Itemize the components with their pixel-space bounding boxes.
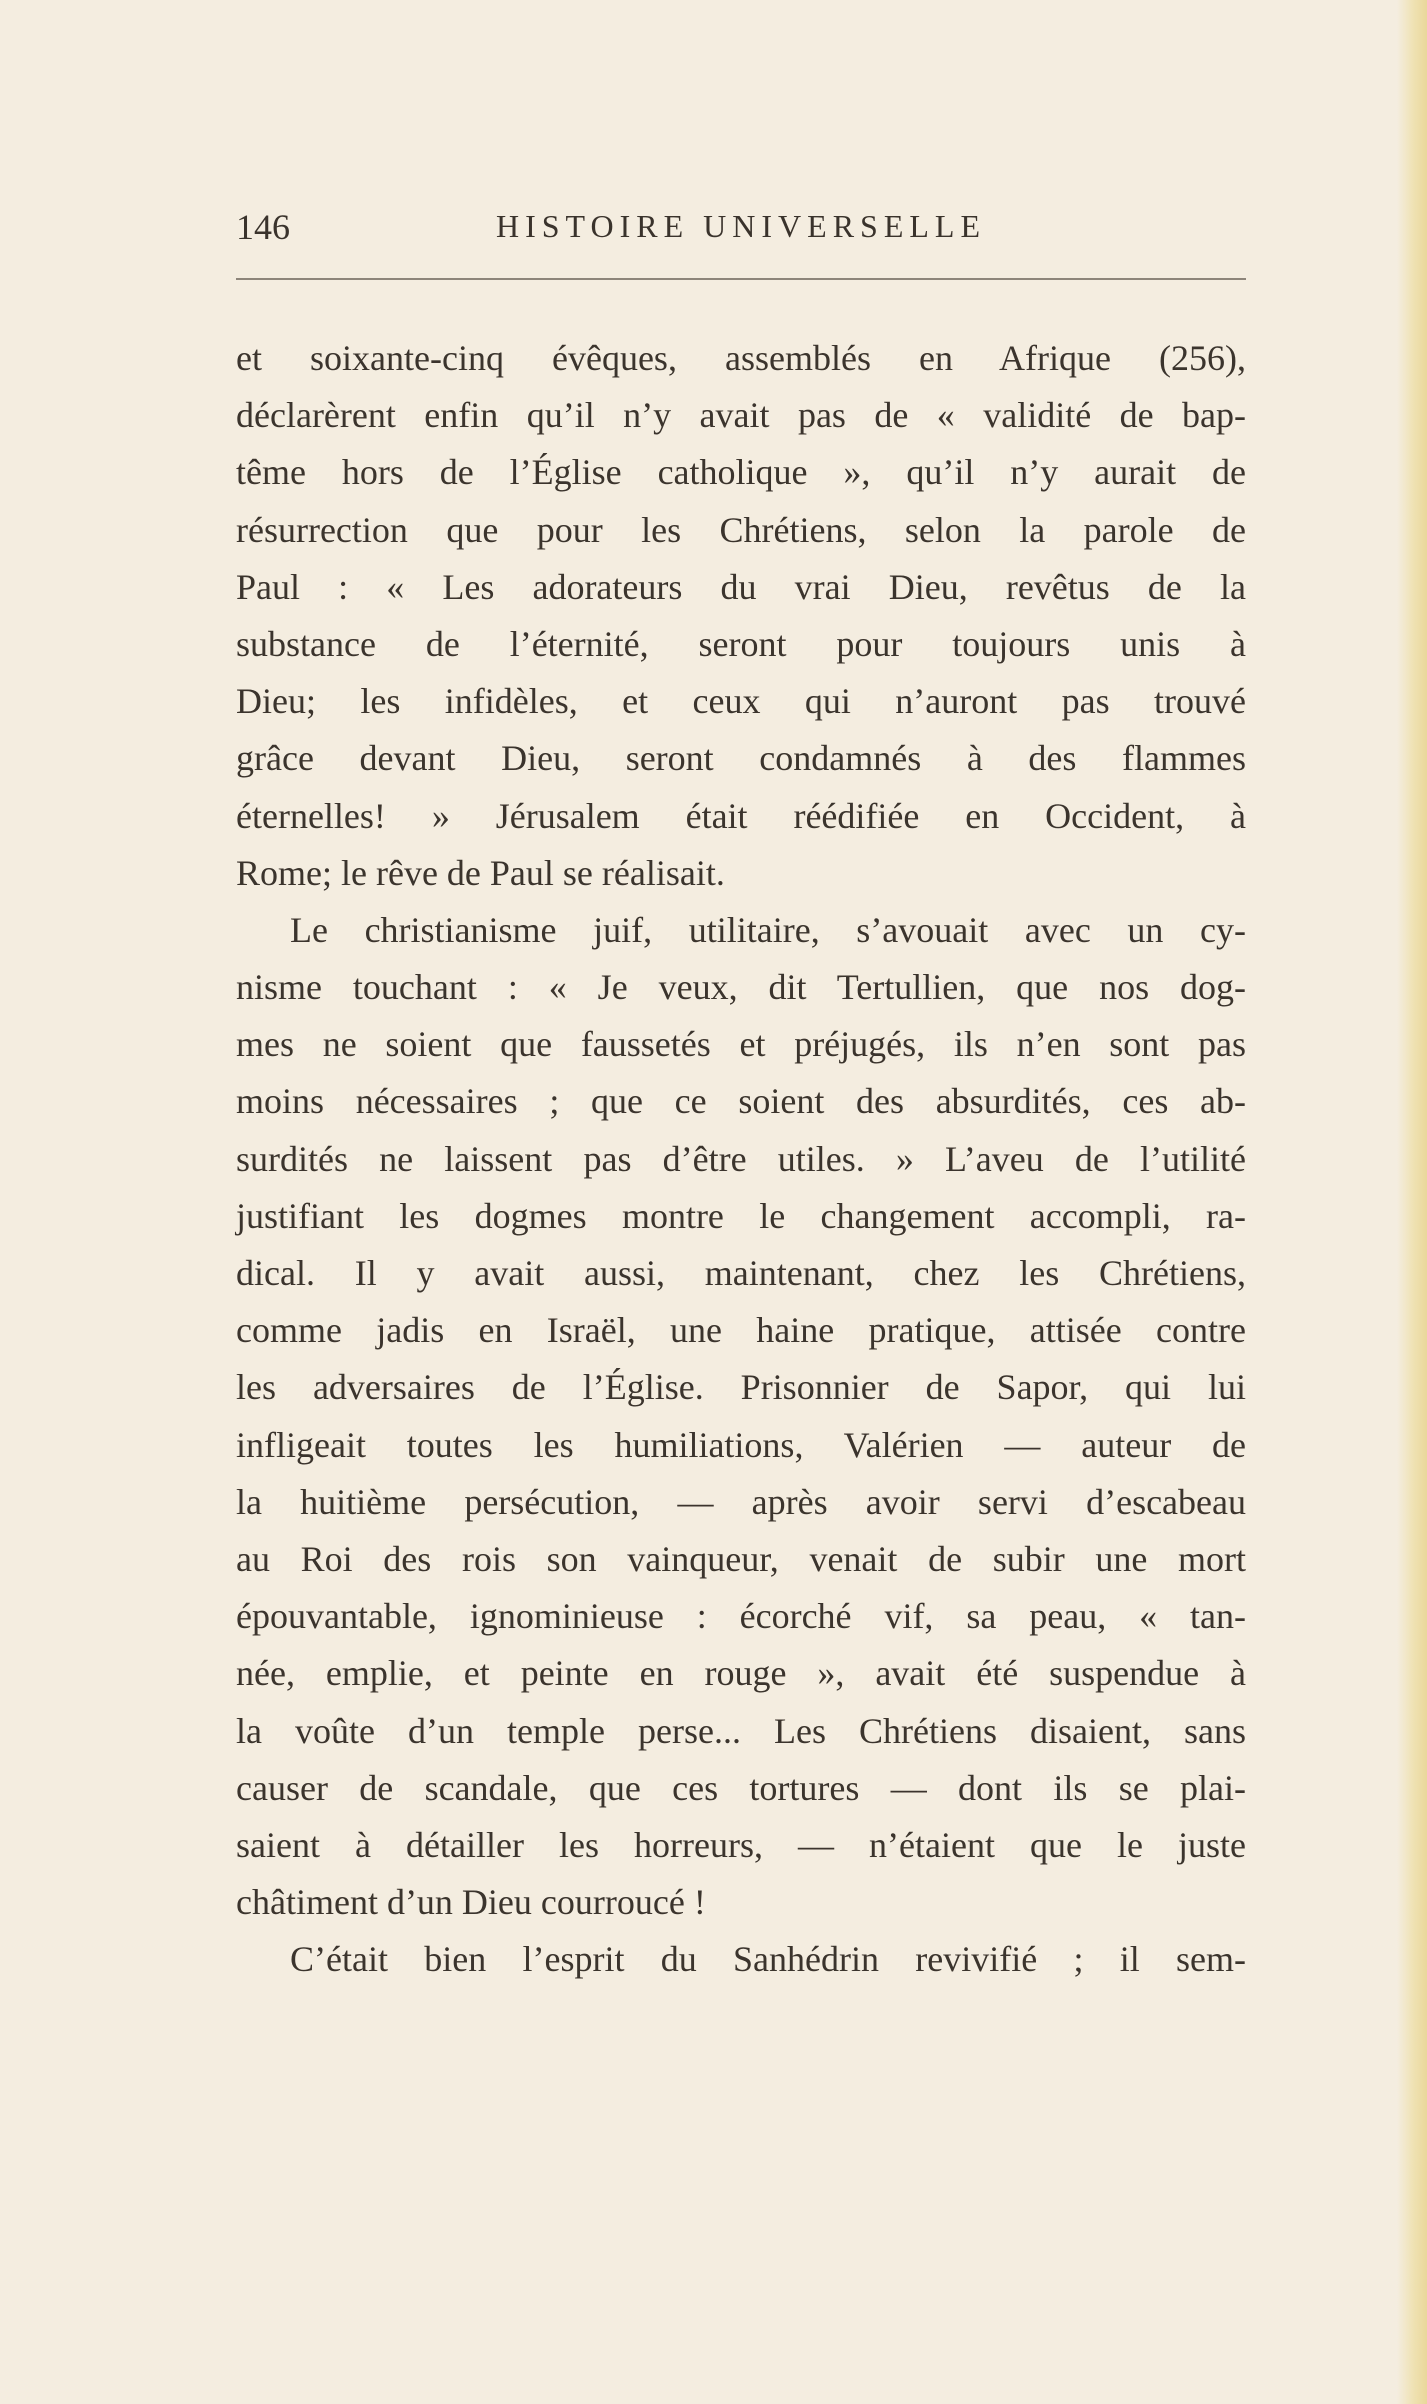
page-number: 146 bbox=[236, 207, 290, 247]
body-text bbox=[236, 330, 1246, 1988]
text-line: moins nécessaires ; que ce soient des absurdités, ces ab- bbox=[236, 1081, 1246, 1122]
text-line: infligeait toutes les humiliations, Valérien — auteur de bbox=[236, 1424, 1246, 1465]
text-line: justifiant les dogmes montre le changement accompli, ra- bbox=[236, 1195, 1246, 1236]
text-line: surdités ne laissent pas d’être utiles. » L’aveu de l’utilité bbox=[236, 1138, 1246, 1179]
text-line: saient à détailler les horreurs, — n’étaient que le juste bbox=[236, 1824, 1246, 1865]
text-line: née, emplie, et peinte en rouge », avait été suspendue à bbox=[236, 1653, 1246, 1694]
text-line: châtiment d’un Dieu courroucé ! bbox=[236, 1882, 706, 1923]
text-line: substance de l’éternité, seront pour toujours unis à bbox=[236, 623, 1246, 664]
text-line: Dieu; les infidèles, et ceux qui n’auront pas trouvé bbox=[236, 681, 1246, 722]
text-line: Le christianisme juif, utilitaire, s’avouait avec un cy- bbox=[290, 909, 1246, 950]
text-line: la huitième persécution, — après avoir servi d’escabeau bbox=[236, 1481, 1246, 1522]
text-line: résurrection que pour les Chrétiens, selon la parole de bbox=[236, 509, 1246, 550]
running-title: HISTOIRE UNIVERSELLE bbox=[495, 208, 987, 244]
text-line: comme jadis en Israël, une haine pratique, attisée contre bbox=[236, 1310, 1246, 1351]
page-edge-shadow bbox=[1397, 0, 1427, 2404]
text-line: Rome; le rêve de Paul se réalisait. bbox=[236, 852, 725, 893]
text-line: épouvantable, ignominieuse : écorché vif, sa peau, « tan- bbox=[236, 1596, 1246, 1637]
text-line: éternelles! » Jérusalem était réédifiée en Occident, à bbox=[236, 795, 1246, 836]
text-line: C’était bien l’esprit du Sanhédrin revivifié ; il sem- bbox=[290, 1939, 1246, 1980]
text-line: les adversaires de l’Église. Prisonnier de Sapor, qui lui bbox=[236, 1367, 1246, 1408]
text-line: causer de scandale, que ces tortures — dont ils se plai- bbox=[236, 1767, 1246, 1808]
text-line: au Roi des rois son vainqueur, venait de subir une mort bbox=[236, 1538, 1246, 1579]
text-line: mes ne soient que faussetés et préjugés, ils n’en sont pas bbox=[236, 1024, 1246, 1065]
text-line: grâce devant Dieu, seront condamnés à des flammes bbox=[236, 738, 1246, 779]
text-line: Paul : « Les adorateurs du vrai Dieu, revêtus de la bbox=[236, 566, 1246, 607]
header-rule bbox=[236, 278, 1246, 280]
text-line: et soixante-cinq évêques, assemblés en Afrique (256), bbox=[236, 338, 1246, 378]
text-line: déclarèrent enfin qu’il n’y avait pas de « validité de bap- bbox=[236, 395, 1246, 436]
text-line: la voûte d’un temple perse... Les Chrétiens disaient, sans bbox=[236, 1710, 1246, 1751]
page-header bbox=[236, 200, 1246, 260]
text-line: tême hors de l’Église catholique », qu’il n’y aurait de bbox=[236, 452, 1246, 493]
text-line: nisme touchant : « Je veux, dit Tertullien, que nos dog- bbox=[236, 967, 1246, 1008]
text-line: dical. Il y avait aussi, maintenant, chez les Chrétiens, bbox=[236, 1253, 1246, 1293]
